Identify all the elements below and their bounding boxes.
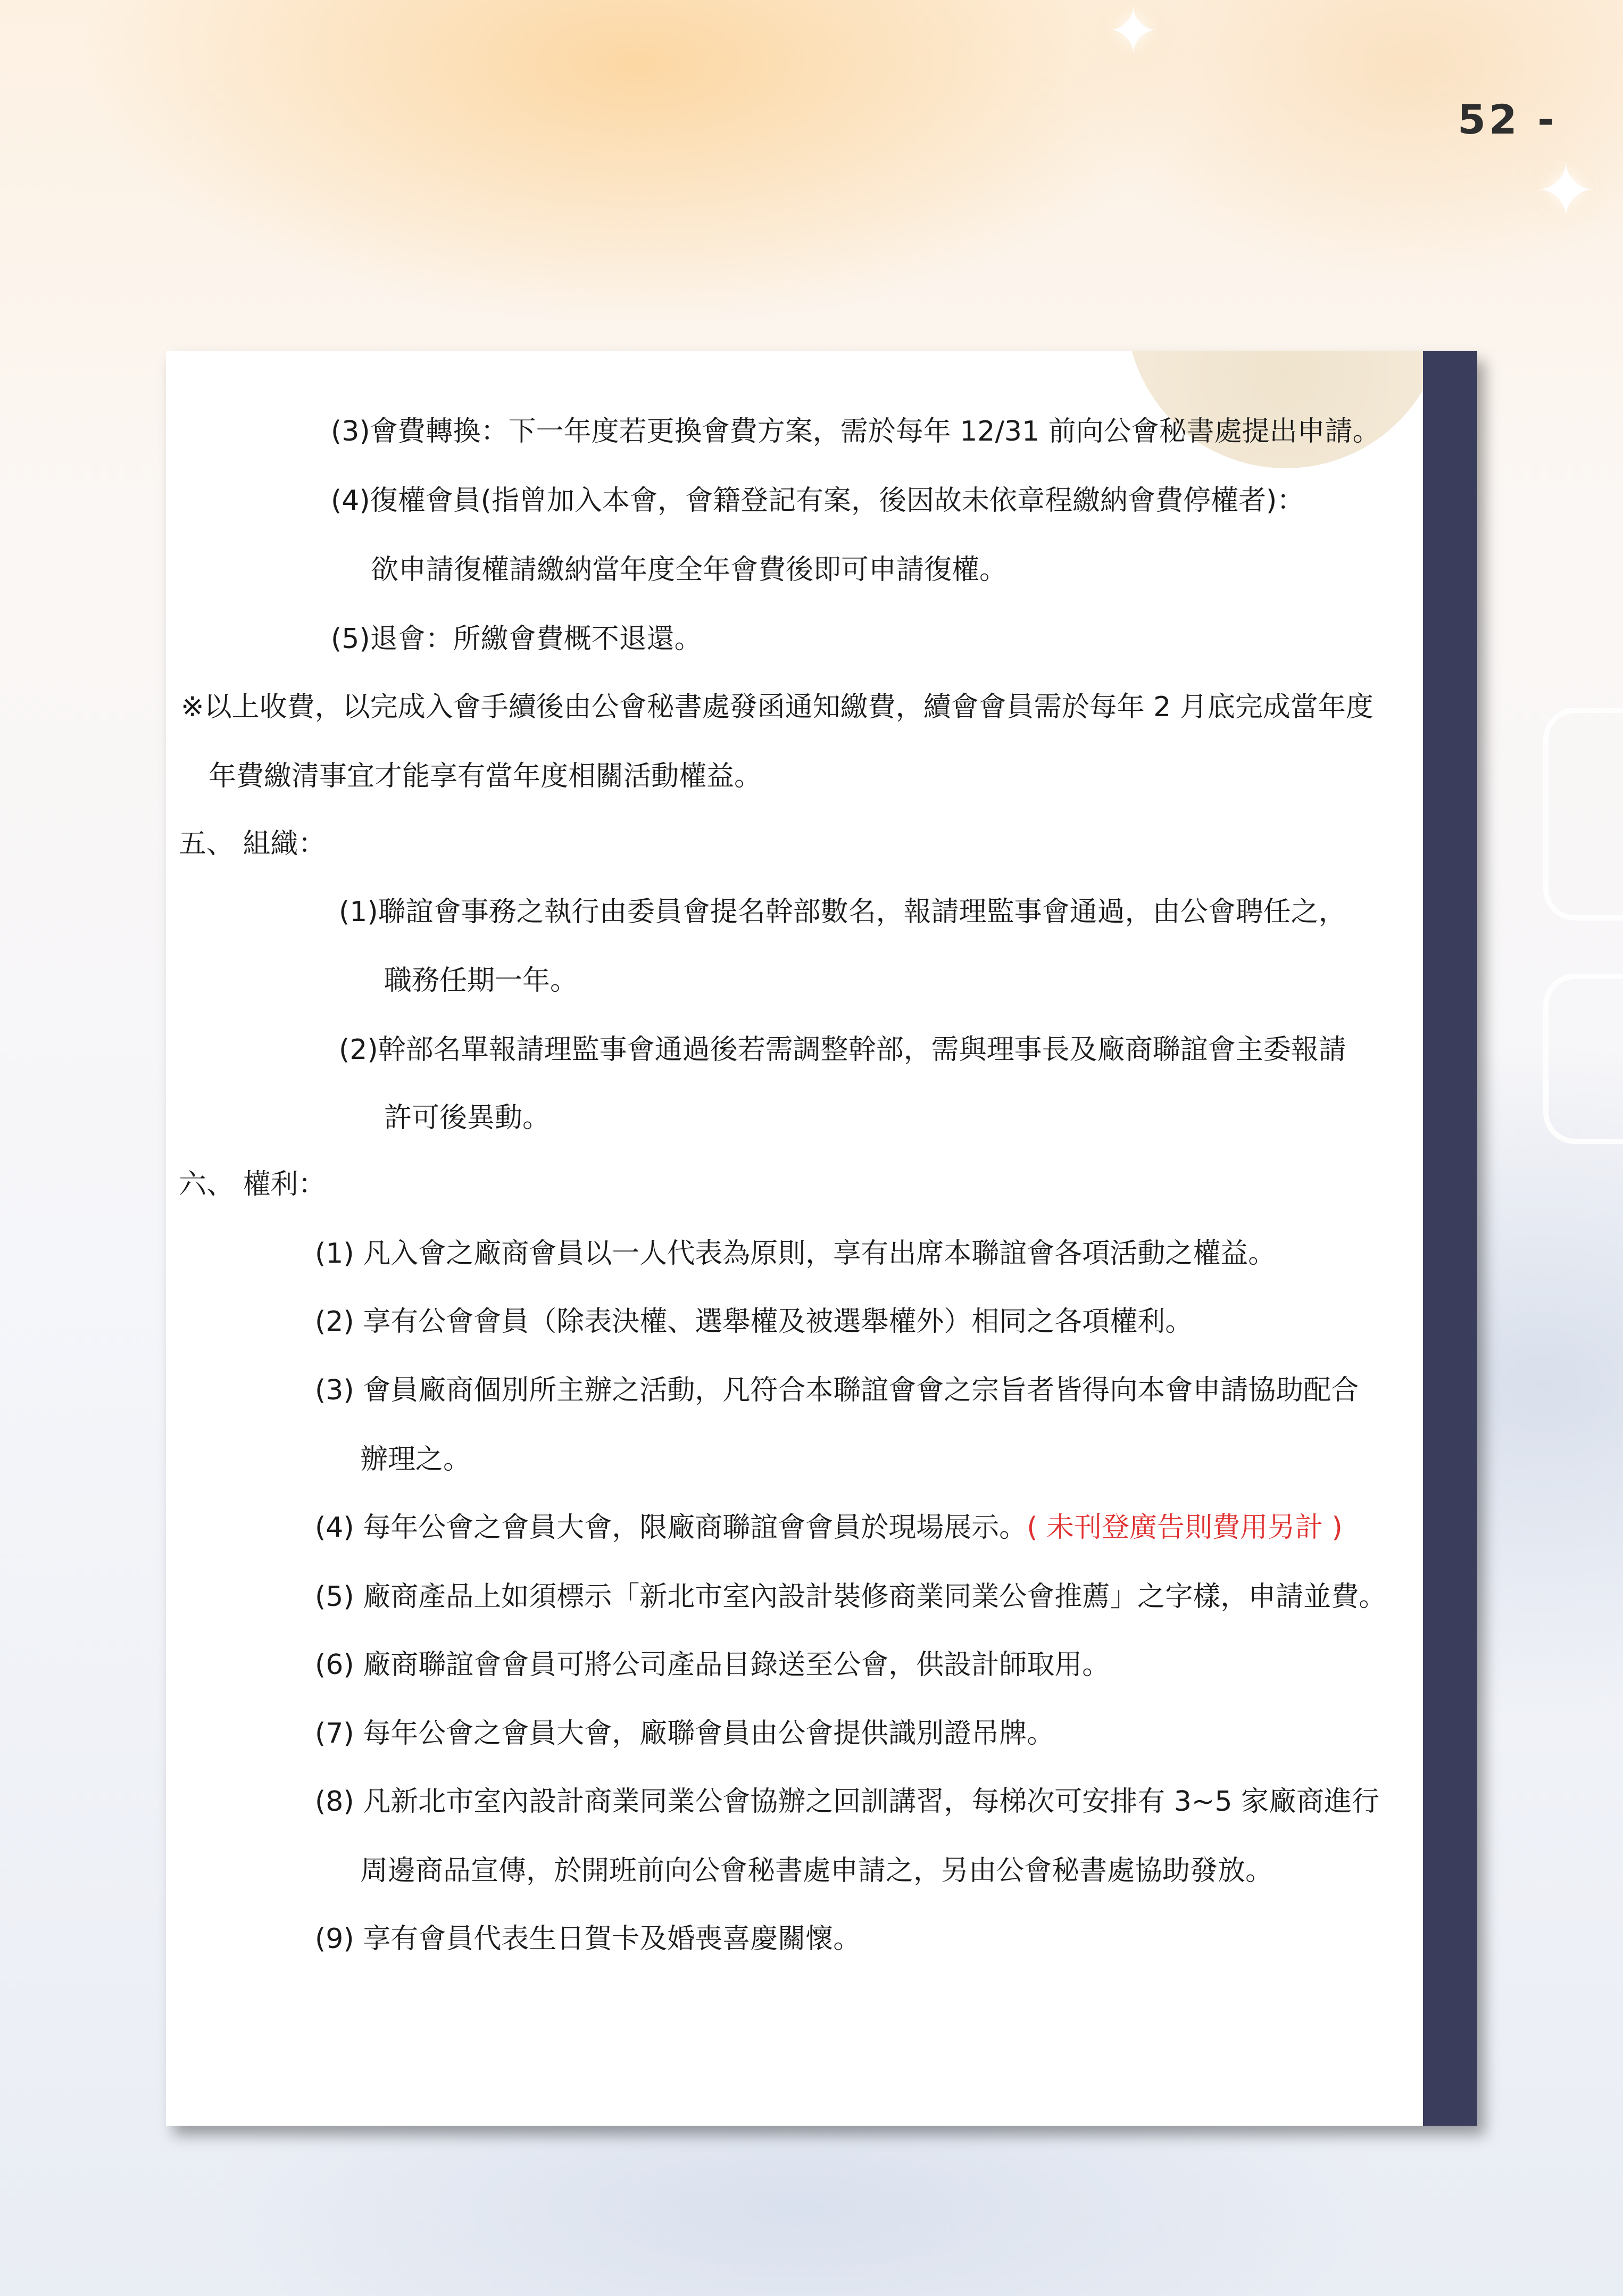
red-note: ( 未刊登廣告則費用另計 ) [1027, 1512, 1343, 1544]
organization-item-2-detail: 許可後異動。 [384, 1102, 551, 1134]
fee-note-continued: 年費繳清事宜才能享有當年度相關活動權益。 [209, 760, 762, 792]
rights-item-8-detail: 周邊商品宣傳，於開班前向公會秘書處申請之，另由公會秘書處協助發放。 [360, 1855, 1274, 1887]
rights-item-2: (2) 享有公會會員（除表決權、選舉權及被選舉權外）相同之各項權利。 [315, 1306, 1193, 1338]
rights-item-5: (5) 廠商產品上如須標示「新北市室內設計裝修商業同業公會推薦」之字樣，申請並費。 [315, 1581, 1387, 1613]
side-stripe [1423, 351, 1477, 2126]
rights-item-4 [315, 1512, 1343, 1544]
reinstated-member-item: (4)復權會員(指曾加入本會，會籍登記有案，後因故未依章程繳納會費停權者)： [331, 485, 1305, 517]
rights-item-4-text: (4) 每年公會之會員大會，限廠商聯誼會會員於現場展示。 [315, 1512, 1027, 1544]
organization-item-1: (1)聯誼會事務之執行由委員會提名幹部數名，報請理監事會通過，由公會聘任之， [339, 896, 1346, 928]
corner-decoration [1126, 351, 1445, 468]
page-number: 52 - [1458, 96, 1558, 143]
rights-item-3-detail: 辦理之。 [360, 1444, 471, 1476]
organization-item-1-detail: 職務任期一年。 [384, 965, 578, 997]
fee-note: ※以上收費，以完成入會手續後由公會秘書處發函通知繳費，續會會員需於每年 2 月底完成當年度 [181, 691, 1374, 723]
decorative-frame [1543, 974, 1623, 1144]
organization-item-2: (2)幹部名單報請理監事會通過後若需調整幹部，需與理事長及廠商聯誼會主委報請 [339, 1034, 1346, 1066]
rights-item-8: (8) 凡新北市室內設計商業同業公會協辦之回訓講習，每梯次可安排有 3~5 家廠商進行 [315, 1786, 1379, 1818]
sparkle-icon: ✦ [1106, 0, 1160, 69]
section-rights-heading: 六、 權利： [179, 1168, 326, 1200]
decorative-frame [1543, 708, 1623, 921]
rights-item-6: (6) 廠商聯誼會會員可將公司產品目錄送至公會，供設計師取用。 [315, 1649, 1110, 1681]
rights-item-3: (3) 會員廠商個別所主辦之活動，凡符合本聯誼會會之宗旨者皆得向本會申請協助配合 [315, 1374, 1359, 1406]
rights-item-7: (7) 每年公會之會員大會，廠聯會員由公會提供識別證吊牌。 [315, 1718, 1055, 1750]
content-card [166, 351, 1477, 2126]
section-organization-heading: 五、 組織： [179, 828, 326, 860]
rights-item-9: (9) 享有會員代表生日賀卡及婚喪喜慶關懷。 [315, 1923, 861, 1955]
rights-item-1: (1) 凡入會之廠商會員以一人代表為原則，享有出席本聯誼會各項活動之權益。 [315, 1238, 1276, 1270]
fee-switch-item: (3)會費轉換：下一年度若更換會費方案，需於每年 12/31 前向公會秘書處提出申請。 [331, 416, 1380, 447]
reinstated-member-detail: 欲申請復權請繳納當年度全年會費後即可申請復權。 [371, 554, 1008, 586]
withdrawal-item: (5)退會：所繳會費概不退還。 [331, 623, 702, 655]
sparkle-icon: ✦ [1535, 148, 1597, 235]
